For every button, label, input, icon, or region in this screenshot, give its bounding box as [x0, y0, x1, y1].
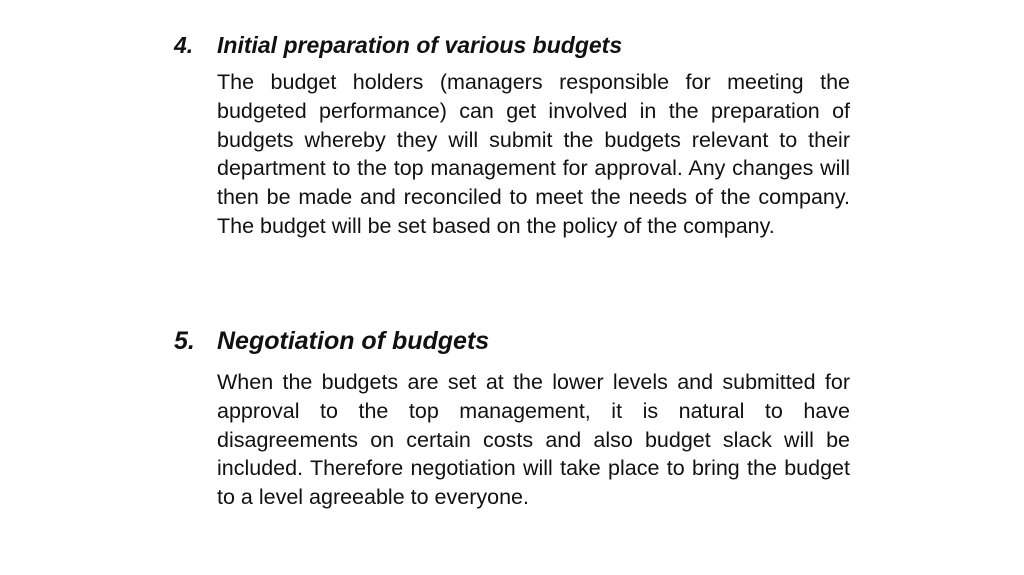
section-heading	[174, 324, 850, 358]
section-body: The budget holders (managers responsible for meeting the budgeted performance) can get involved in the preparation of budgets whereby they will submit the budgets relevant to their department to the top management for approval. Any changes will then be made and reconciled to meet the needs of the company. The budget will be set based on the policy of the company.	[217, 70, 850, 238]
section-title: Negotiation of budgets	[217, 327, 490, 355]
section-heading	[174, 30, 850, 60]
section-negotiation	[174, 324, 850, 512]
section-number: 5.	[174, 327, 195, 355]
section-initial-preparation	[174, 30, 850, 241]
section-body: When the budgets are set at the lower levels and submitted for approval to the top management, it is natural to have disagreements on certain costs and also budget slack will be included. Therefore negotiation will take place to bring the budget to a level agreeable to everyone.	[217, 370, 850, 510]
section-number: 4.	[174, 32, 194, 58]
section-title: Initial preparation of various budgets	[217, 32, 623, 58]
